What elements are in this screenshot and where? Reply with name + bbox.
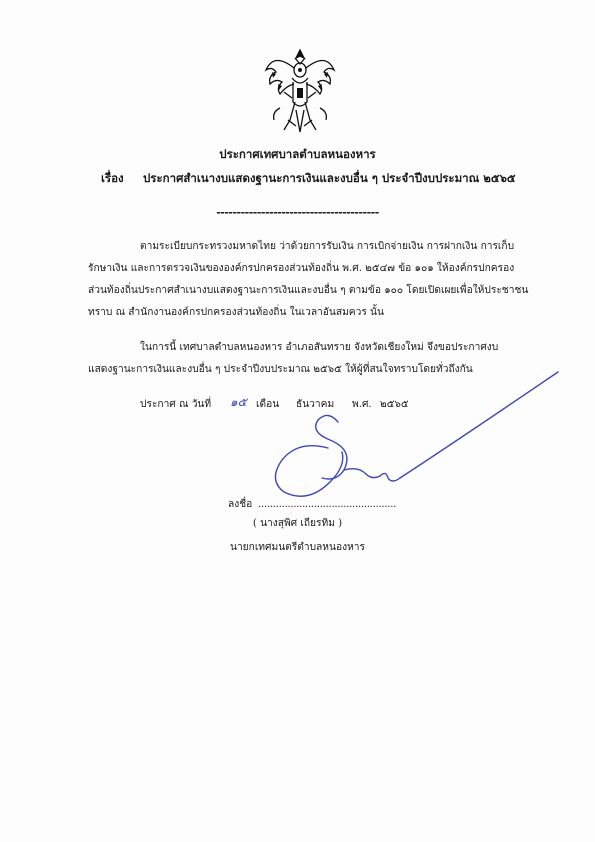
date-month-label: เดือน — [256, 399, 280, 410]
subject-label: เรื่อง — [101, 171, 124, 185]
signer-position: นายกเทศมนตรีตำบลหนองหาร — [230, 542, 365, 553]
signer-name: ( นางสุพิศ เถียรทิม ) — [252, 518, 343, 529]
paragraph-1-line-4: ทราบ ณ สำนักงานองค์กรปกครองส่วนท้องถิ่น ในเวลาอันสมควร นั้น — [88, 307, 384, 318]
signature-label: ลงชื่อ — [228, 499, 253, 510]
date-year-label: พ.ศ. — [352, 399, 372, 410]
paragraph-2-line-2: แสดงฐานะการเงินและงบอื่น ๆ ประจำปีงบประมาณ ๒๕๖๕ ให้ผู้ที่สนใจทราบโดยทั่วถึงกัน — [88, 364, 473, 375]
paragraph-2-line-1: ในการนี้ เทศบาลตำบลหนองหาร อำเภอสันทราย จังหวัดเชียงใหม่ จึงขอประกาศงบ — [140, 342, 499, 353]
paragraph-1-line-1: ตามระเบียบกระทรวงมหาดไทย ว่าด้วยการรับเงิน การเบิกจ่ายเงิน การฝากเงิน การเก็บ — [140, 241, 515, 252]
garuda-emblem-icon — [262, 48, 338, 134]
divider-line: ---------------------------------------- — [216, 206, 379, 219]
date-prefix: ประกาศ ณ วันที่ — [140, 399, 212, 410]
paragraph-1-line-3: ส่วนท้องถิ่นประกาศสำเนางบแสดงฐานะการเงินและงบอื่น ๆ ตามข้อ ๑๐๐ โดยเปิดเผยเพื่อให้ประชาชน — [88, 285, 529, 296]
subject-text: ประกาศสำเนางบแสดงฐานะการเงินและงบอื่น ๆ ประจำปีงบประมาณ ๒๕๖๕ — [143, 171, 516, 185]
document-title: ประกาศเทศบาลตำบลหนองหาร — [219, 147, 376, 161]
date-day: ๑๕ — [230, 395, 247, 409]
signature-dots: ............................................... — [258, 499, 397, 510]
handwritten-signature — [258, 370, 568, 515]
paragraph-1-line-2: รักษาเงิน และการตรวจเงินขององค์กรปกครองส่วนท้องถิ่น พ.ศ. ๒๕๔๗ ข้อ ๑๐๑ ให้องค์กรปกครอง — [88, 263, 515, 274]
date-month: ธันวาคม — [296, 399, 335, 410]
date-year: ๒๕๖๕ — [380, 399, 409, 410]
